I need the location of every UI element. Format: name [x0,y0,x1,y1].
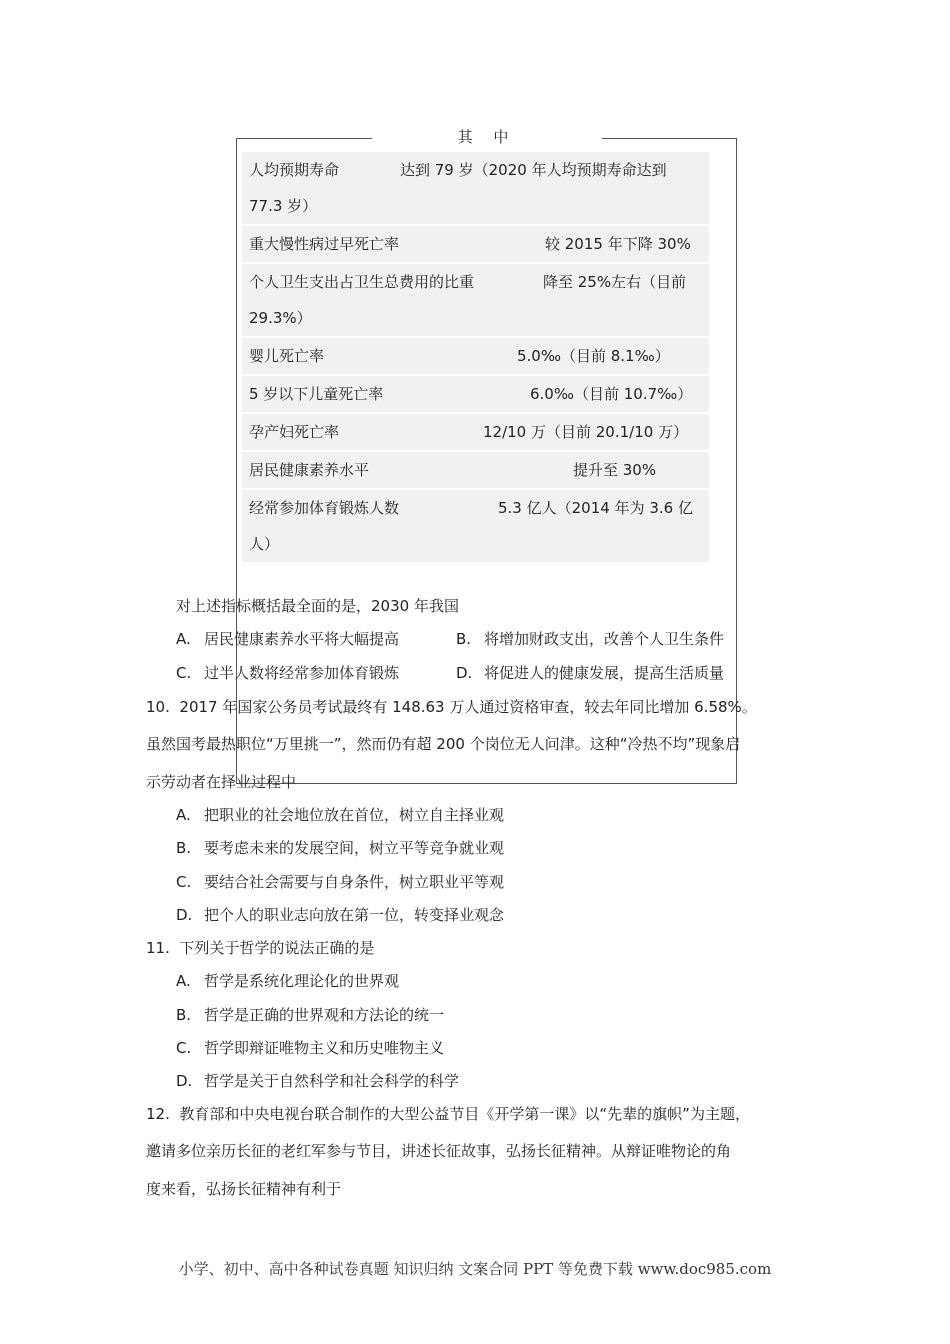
q10-option-b [176,837,504,858]
option-text: 把个人的职业志向放在第一位，转变择业观念 [204,906,505,924]
q12-stem-line-2: 邀请多位亲历长征的老红军参与节目，讲述长征故事，弘扬长征精神。从辩证唯物论的角 [146,1142,732,1160]
question-text: 2017 年国家公务员考试最终有 148.63 万人通过资格审查，较去年同比增加 6.58%。 [179,698,757,716]
option-text: 把职业的社会地位放在首位，树立自主择业观 [204,806,505,824]
q9-option-d [456,662,724,683]
option-text: 要结合社会需要与自身条件，树立职业平等观 [204,873,505,891]
question-number: 10. [146,698,170,716]
option-text: 要考虑未来的发展空间，树立平等竞争就业观 [204,839,505,857]
indicator-value: 较 2015 年下降 30% [545,235,691,253]
table-row [242,376,709,414]
indicator-name: 居民健康素养水平 [249,461,370,479]
option-label: D. [176,1072,193,1090]
q9-option-a [176,628,399,649]
table-row [242,490,709,564]
option-text: 哲学即辩证唯物主义和历史唯物主义 [204,1039,445,1057]
option-label: A. [176,972,191,990]
option-label: A. [176,806,191,824]
option-text: 哲学是正确的世界观和方法论的统一 [204,1006,445,1024]
q10-stem-line-3: 示劳动者在择业过程中 [146,773,297,791]
option-text: 将促进人的健康发展，提高生活质量 [484,664,725,682]
indicator-value: 6.0‰（目前 10.7‰） [530,385,693,403]
q10-option-c [176,871,504,892]
indicator-value: 5.3 亿人（2014 年为 3.6 亿 [498,499,693,517]
indicator-name: 个人卫生支出占卫生总费用的比重 [249,273,475,291]
q11-option-b [176,1004,444,1025]
option-label: B. [176,839,192,857]
option-text: 哲学是系统化理论化的世界观 [204,972,400,990]
table-row [242,338,709,376]
page-footer: 小学、初中、高中各种试卷真题 知识归纳 文案合同 PPT 等免费下载 www.doc985.com [178,1260,772,1278]
table-row [242,452,709,490]
q9-stem: 对上述指标概括最全面的是，2030 年我国 [176,597,459,615]
option-label: D. [456,664,473,682]
box-title: 其 中 [457,128,517,146]
q10-stem-line-2: 虽然国考最热职位“万里挑一”，然而仍有超 200 个岗位无人问津。这种“冷热不均”现象启 [146,735,741,753]
indicator-name: 孕产妇死亡率 [249,423,340,441]
q12-stem-line-1 [146,1103,750,1124]
q9-option-b [456,628,724,649]
option-label: C. [176,664,192,682]
option-label: B. [176,1006,192,1024]
indicator-value-cont: 29.3%） [249,309,312,327]
indicator-value: 5.0‰（目前 8.1‰） [517,347,670,365]
q11-option-d [176,1070,459,1091]
indicator-name: 婴儿死亡率 [249,347,325,365]
indicator-name: 人均预期寿命 [249,161,340,179]
option-text: 将增加财政支出，改善个人卫生条件 [484,630,725,648]
table-row [242,264,709,338]
table-row [242,226,709,264]
q10-stem-line-1 [146,696,757,717]
indicator-name: 5 岁以下儿童死亡率 [249,385,384,403]
option-label: C. [176,873,192,891]
option-label: B. [456,630,472,648]
indicator-value-cont: 77.3 岁） [249,197,318,215]
option-label: A. [176,630,191,648]
q11-option-a [176,970,399,991]
option-text: 过半人数将经常参加体育锻炼 [204,664,400,682]
q12-stem-line-3: 度来看，弘扬长征精神有利于 [146,1180,342,1198]
indicator-value: 12/10 万（目前 20.1/10 万） [483,423,689,441]
indicator-value: 达到 79 岁（2020 年人均预期寿命达到 [400,161,667,179]
q10-option-a [176,804,504,825]
table-row [242,152,709,226]
table-row [242,414,709,452]
question-number: 11. [146,939,170,957]
indicator-table [242,152,709,564]
question-number: 12. [146,1105,170,1123]
option-text: 居民健康素养水平将大幅提高 [204,630,400,648]
option-label: D. [176,906,193,924]
indicator-value-cont: 人） [249,535,280,553]
q10-option-d [176,904,504,925]
indicator-name: 经常参加体育锻炼人数 [249,499,400,517]
indicator-value: 提升至 30% [573,461,657,479]
indicator-value: 降至 25%左右（目前 [543,273,687,291]
option-text: 哲学是关于自然科学和社会科学的科学 [204,1072,460,1090]
indicator-name: 重大慢性病过早死亡率 [249,235,400,253]
q11-stem [146,937,374,958]
question-text: 下列关于哲学的说法正确的是 [179,939,375,957]
question-text: 教育部和中央电视台联合制作的大型公益节目《开学第一课》以“先辈的旗帜”为主题， [179,1105,750,1123]
q11-option-c [176,1037,444,1058]
option-label: C. [176,1039,192,1057]
q9-option-c [176,662,399,683]
